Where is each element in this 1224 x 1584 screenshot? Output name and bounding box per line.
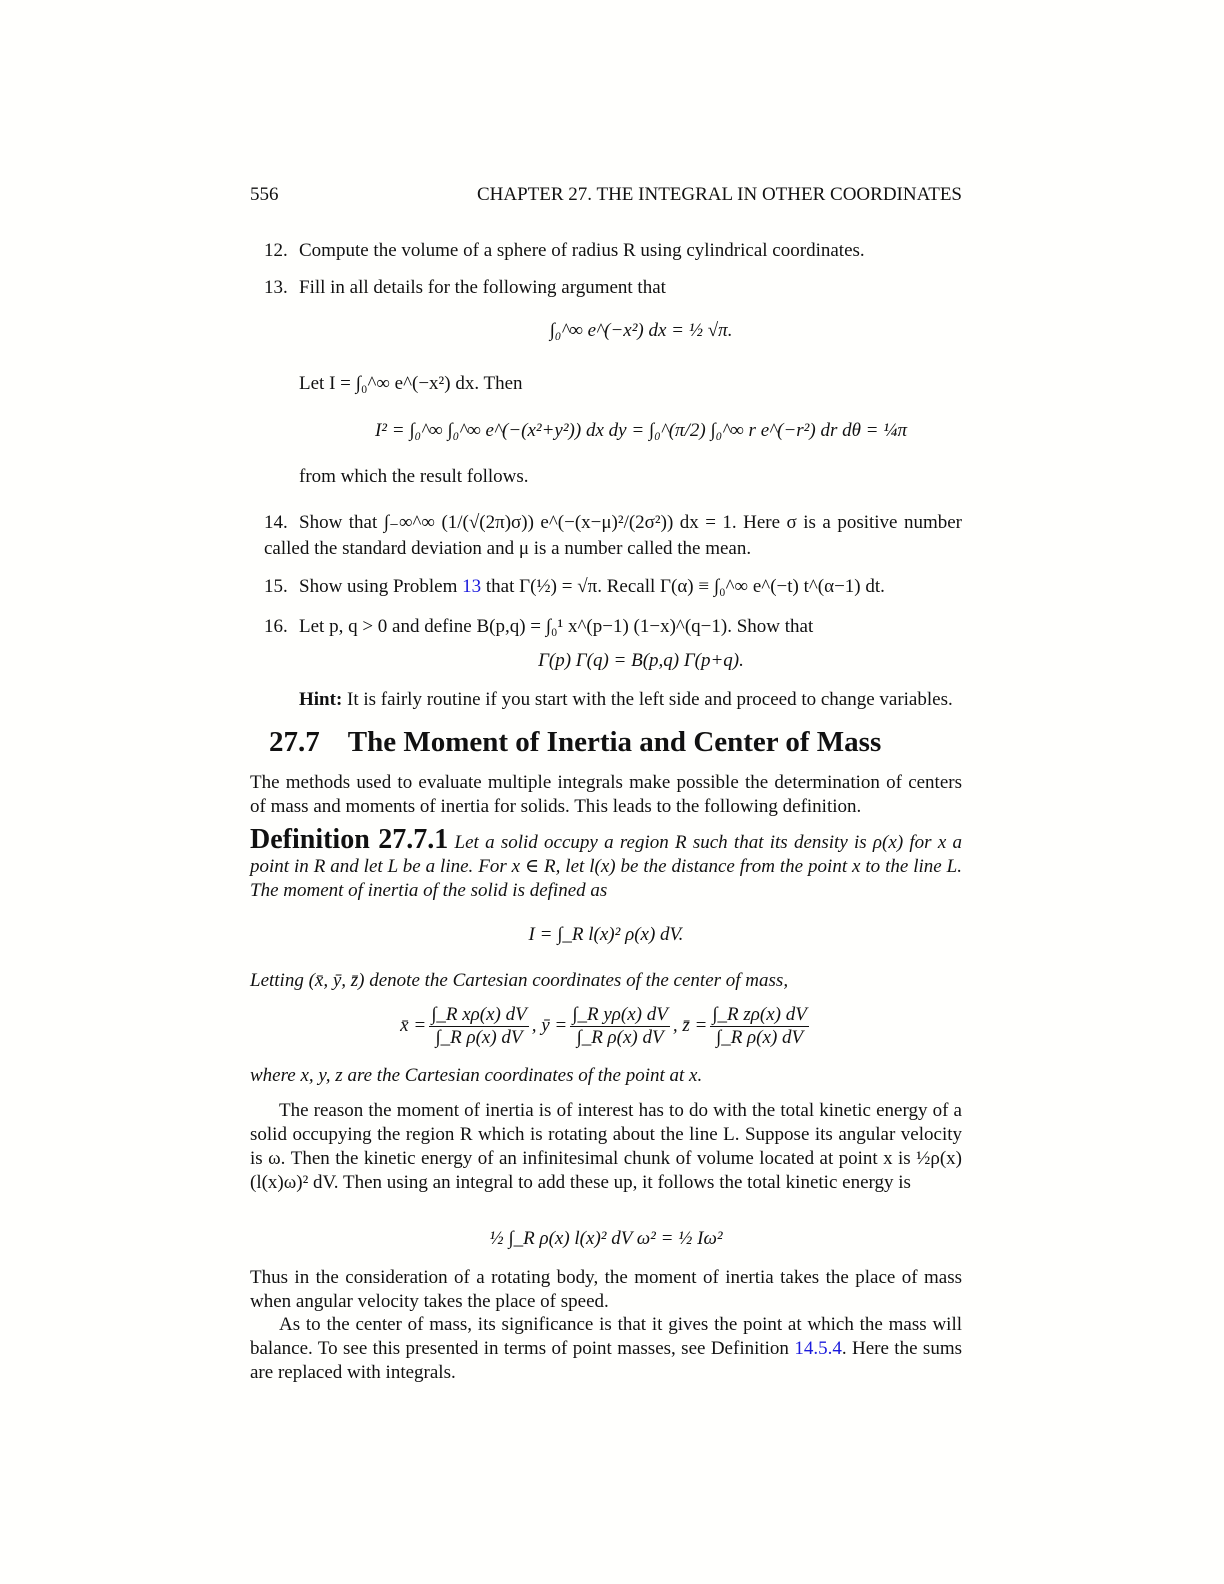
separator: ,	[672, 1014, 678, 1036]
definition-text: Let a solid occupy a region R such that its density is ρ(x) for x a point in R and let L be a line. For x ∈ R, let l(x) be the distance from the point x to the line L. The moment of inertia of the solid is defined as	[250, 832, 963, 901]
problem-12	[264, 238, 962, 264]
center-y	[541, 1004, 678, 1048]
definition-14-5-4-link[interactable]: 14.5.4	[794, 1338, 842, 1359]
fraction	[710, 1004, 809, 1049]
paragraph-kinetic-energy: The reason the moment of inertia is of interest has to do with the total kinetic energy of a solid occupying the region R which is rotating about the line L. Suppose its angular velocity is ω. Then the kinetic energy of an infinitesimal chunk of volume located at point x is ½ρ(x)(l(x)ω)² dV. Then using an integral to add these up, it follows the total kinetic energy is	[250, 1100, 962, 1193]
denominator: ∫_R ρ(x) dV	[716, 1027, 804, 1048]
fraction	[570, 1004, 670, 1049]
numerator: ∫_R zρ(x) dV	[712, 1004, 807, 1025]
section-title: The Moment of Inertia and Center of Mass	[347, 726, 882, 758]
problem-13	[264, 275, 962, 301]
center-of-mass-equations	[250, 1004, 962, 1049]
center-z	[682, 1004, 812, 1048]
problem-15	[264, 574, 962, 600]
equation-beta-gamma: Γ(p) Γ(q) = B(p,q) Γ(p+q).	[538, 650, 744, 671]
problem-number: 12.	[264, 240, 288, 261]
problem-text: Fill in all details for the following argument that	[299, 277, 666, 298]
equation-I-squared: I² = ∫₀^∞ ∫₀^∞ e^(−(x²+y²)) dx dy = ∫₀^(π/2) ∫₀^∞ r e^(−r²) dr dθ = ¼π	[374, 420, 908, 441]
fraction	[429, 1004, 529, 1049]
numerator: ∫_R xρ(x) dV	[431, 1004, 527, 1025]
page-number: 556	[250, 184, 279, 205]
lhs: ȳ =	[541, 1014, 568, 1036]
problem-13-link[interactable]: 13	[462, 576, 482, 597]
running-header: CHAPTER 27. THE INTEGRAL IN OTHER COORDINATES	[476, 184, 962, 205]
problem-text: Show that ∫₋∞^∞ (1/(√(2π)σ)) e^(−(x−μ)²/(2σ²)) dx = 1. Here σ is a positive number called the standard deviation and μ is a number called the mean.	[264, 512, 962, 559]
problem-13-let: Let I = ∫₀^∞ e^(−x²) dx. Then	[299, 373, 523, 394]
problem-14	[264, 510, 962, 562]
section-heading	[269, 726, 881, 759]
lhs: x̄ =	[400, 1014, 427, 1036]
hint-label: Hint:	[299, 689, 343, 710]
problem-text: Let p, q > 0 and define B(p,q) = ∫₀¹ x^(p−1) (1−x)^(q−1). Show that	[299, 616, 814, 637]
equation-kinetic-energy: ½ ∫_R ρ(x) l(x)² dV ω² = ½ Iω²	[489, 1228, 723, 1249]
definition-letting: Letting (x̄, ȳ, z̄) denote the Cartesian coordinates of the center of mass,	[250, 970, 789, 991]
section-intro: The methods used to evaluate multiple integrals make possible the determination of centers of mass and moments of inertia for solids. This leads to the following definition.	[250, 772, 962, 817]
problem-number: 14.	[264, 512, 288, 533]
problem-13-conclusion: from which the result follows.	[299, 466, 529, 487]
hint-text: It is fairly routine if you start with the left side and proceed to change variables.	[342, 689, 953, 710]
denominator: ∫_R ρ(x) dV	[576, 1027, 664, 1048]
problem-16	[264, 614, 962, 640]
problem-text: Show using Problem	[299, 576, 463, 597]
denominator: ∫_R ρ(x) dV	[435, 1027, 523, 1048]
lhs: z̄ =	[682, 1014, 708, 1036]
paragraph-text: . Here the sums are replaced with integrals.	[250, 1338, 962, 1383]
section-number: 27.7	[269, 726, 320, 758]
problem-number: 16.	[264, 616, 288, 637]
paragraph-text: As to the center of mass, its significance is that it gives the point at which the mass will balance. To see this presented in terms of point masses, see Definition	[250, 1314, 962, 1359]
paragraph-rotating-body: Thus in the consideration of a rotating body, the moment of inertia takes the place of mass when angular velocity takes the place of speed.	[250, 1267, 962, 1312]
definition-27-7-1	[250, 824, 963, 903]
numerator: ∫_R yρ(x) dV	[572, 1004, 668, 1025]
paragraph-center-of-mass	[250, 1313, 962, 1385]
equation-gaussian-half: ∫₀^∞ e^(−x²) dx = ½ √π.	[549, 320, 733, 341]
problem-text: that Γ(½) = √π. Recall Γ(α) ≡ ∫₀^∞ e^(−t) t^(α−1) dt.	[481, 576, 885, 597]
problem-number: 15.	[264, 576, 288, 597]
hint	[264, 687, 997, 713]
center-x	[400, 1004, 537, 1048]
definition-where: where x, y, z are the Cartesian coordinates of the point at x.	[250, 1065, 703, 1086]
definition-label: Definition 27.7.1	[250, 824, 449, 855]
separator: ,	[531, 1014, 537, 1036]
problem-text: Compute the volume of a sphere of radius R using cylindrical coordinates.	[299, 240, 865, 261]
equation-moment-of-inertia: I = ∫_R l(x)² ρ(x) dV.	[528, 924, 684, 945]
problem-number: 13.	[264, 277, 288, 298]
